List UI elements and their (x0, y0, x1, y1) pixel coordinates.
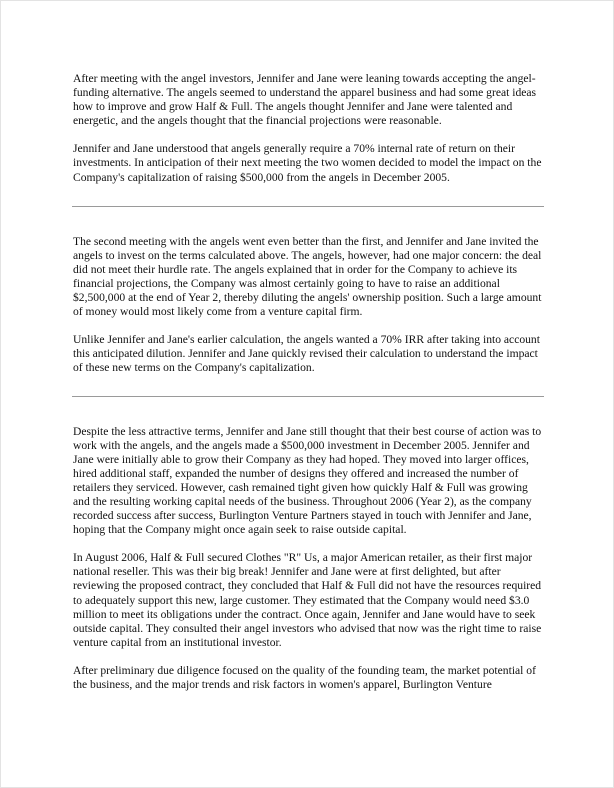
paragraph-angel-meeting: After meeting with the angel investors, Jennifer and Jane were leaning towards accepting the angel-funding alternative. The angels seemed to understand the apparel business and had some great ideas how to improve and grow Half & Full. The angels thought Jennifer and Jane were talented and energetic, and the angels thought that the financial projections were reasonable. (73, 72, 537, 128)
paragraph-due-diligence: After preliminary due diligence focused on the quality of the founding team, the market potential of the business, and the major trends and risk factors in women's apparel, Burlington Venture (73, 663, 536, 691)
paragraph-second-meeting: The second meeting with the angels went even better than the first, and Jennifer and Jane invited the angels to invest on the terms calculated above. The angels, however, had one major concern: the deal did not meet their hurdle rate. The angels explained that in order for the Company to achieve its financial projections, the Company was almost certainly going to have to raise an additional $2,500,000 at the end of Year 2, thereby diluting the angels' ownership position. Such a large amount of money would most likely come from a venture capital firm. (73, 234, 542, 319)
paragraph-irr-requirement: Jennifer and Jane understood that angels generally require a 70% internal rate of return on their investments. In anticipation of their next meeting the two women decided to model the impact on the Company's capitalization of raising $500,000 from the angels in December 2005. (73, 142, 542, 184)
document-body (73, 72, 543, 692)
paragraph-dilution-irr: Unlike Jennifer and Jane's earlier calculation, the angels wanted a 70% IRR after taking into account this anticipated dilution. Jennifer and Jane quickly revised their calculation to understand the impact of these new terms on the Company's capitalization. (73, 333, 540, 375)
paragraph-angel-investment: Despite the less attractive terms, Jennifer and Jane still thought that their best course of action was to work with the angels, and the angels made a $500,000 investment in December 2005. Jennifer and Jane were initially able to grow their Company as they had hoped. They moved into larger offices, hired additional staff, expanded the number of designs they offered and increased the number of retailers they serviced. However, cash remained tight given how quickly Half & Full was growing and the resulting working capital needs of the business. Throughout 2006 (Year 2), as the company recorded success after success, Burlington Venture Partners stayed in touch with Jennifer and Jane, hoping that the Company might once again seek to raise outside capital. (73, 424, 542, 537)
paragraph-national-reseller: In August 2006, Half & Full secured Clothes "R" Us, a major American retailer, as their first major national reseller. This was their big break! Jennifer and Jane were at first delighted, but after reviewing the proposed contract, they concluded that Half & Full did not have the resources required to adequately support this new, large customer. They estimated that the Company would need $3.0 million to meet its obligations under the contract. Once again, Jennifer and Jane would have to seek outside capital. They consulted their angel investors who advised that now was the right time to raise venture capital from an institutional investor. (73, 551, 542, 649)
